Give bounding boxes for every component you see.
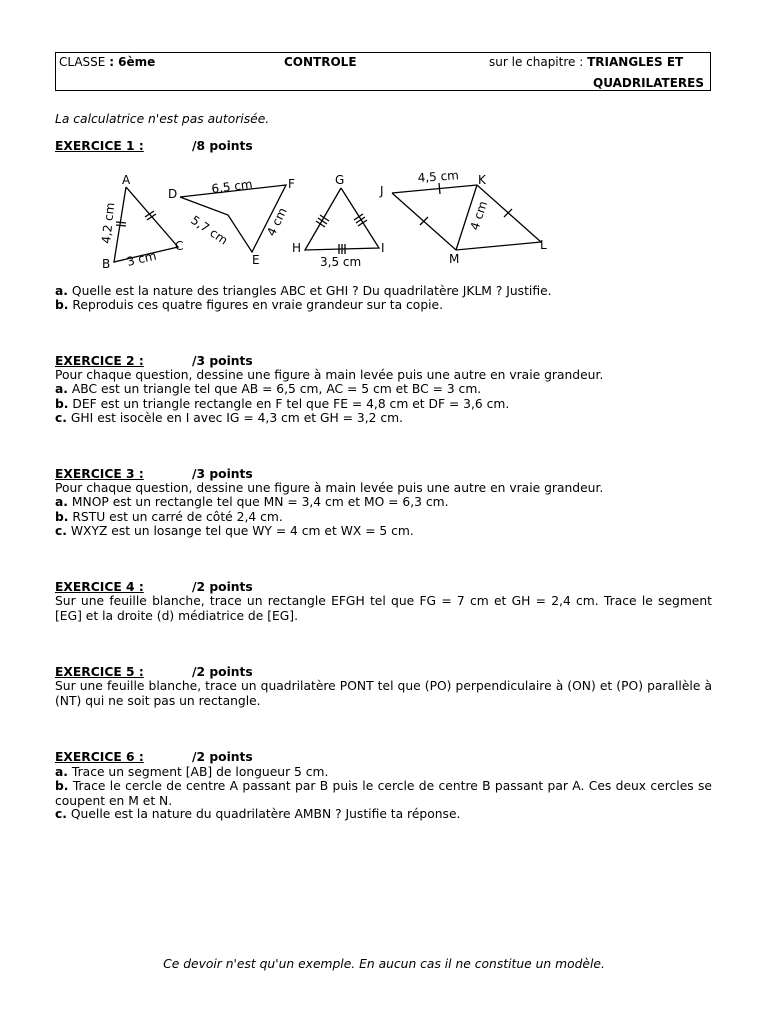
exercise-1-heading	[55, 139, 253, 154]
measure-ab: 4,2 cm	[99, 201, 118, 245]
exercise-points: /3 points	[192, 467, 253, 481]
exercise-points: /2 points	[192, 665, 253, 679]
exercise-title: EXERCICE 2 :	[55, 354, 144, 368]
exercise-1-question-a: a. Quelle est la nature des triangles ABC et GHI ? Du quadrilatère JKLM ? Justifie.	[55, 284, 552, 298]
exercise-2-instruction: Pour chaque question, dessine une figure à main levée puis une autre en vraie grandeur.	[55, 368, 604, 382]
header-box	[55, 52, 711, 91]
label-d: D	[168, 187, 178, 201]
exercise-title: EXERCICE 3 :	[55, 467, 144, 481]
label-h: H	[292, 241, 302, 255]
measure-hi: 3,5 cm	[320, 255, 362, 269]
exercise-2-heading	[55, 354, 253, 369]
exercise-2-question-b: b. DEF est un triangle rectangle en F tel que FE = 4,8 cm et DF = 3,6 cm.	[55, 397, 510, 411]
exercise-3-question-c: c. WXYZ est un losange tel que WY = 4 cm et WX = 5 cm.	[55, 524, 414, 538]
label-g: G	[335, 173, 345, 187]
exercise-4-heading	[55, 580, 253, 595]
tick-mark	[116, 225, 126, 226]
page-title: CONTROLE	[284, 55, 357, 69]
exercise-3-heading	[55, 467, 253, 482]
exercise-title: EXERCICE 1 :	[55, 139, 144, 153]
exercise-6-question-b: b. Trace le cercle de centre A passant par B puis le cercle de centre B passant par A. Ces deux cercles se coupent en M et N.	[55, 779, 712, 808]
label-m: M	[449, 252, 460, 266]
exercise-title: EXERCICE 5 :	[55, 665, 144, 679]
measure-bc: 3 cm	[125, 248, 158, 269]
measure-de: 5,7 cm	[188, 212, 231, 248]
label-e: E	[252, 253, 260, 267]
label-i: I	[381, 241, 385, 255]
exercise-title: EXERCICE 4 :	[55, 580, 144, 594]
exercise-5-heading	[55, 665, 253, 680]
exercise-2-question-c: c. GHI est isocèle en I avec IG = 4,3 cm et GH = 3,2 cm.	[55, 411, 404, 425]
exercise-points: /3 points	[192, 354, 253, 368]
exercise-3-question-a: a. MNOP est un rectangle tel que MN = 3,4 cm et MO = 6,3 cm.	[55, 495, 449, 509]
classe-label: CLASSE : 6ème	[59, 55, 156, 69]
label-l: L	[540, 238, 547, 252]
exercise-3-question-b: b. RSTU est un carré de côté 2,4 cm.	[55, 510, 283, 524]
exercise-points: /2 points	[192, 750, 253, 764]
measure-jk: 4,5 cm	[417, 168, 460, 185]
chapter-line-2: QUADRILATERES	[593, 76, 704, 90]
label-b: B	[102, 257, 111, 271]
exercise-6-heading	[55, 750, 253, 765]
exercise-1-question-b: b. Reproduis ces quatre figures en vraie grandeur sur ta copie.	[55, 298, 444, 312]
exercise-3-instruction: Pour chaque question, dessine une figure à main levée puis une autre en vraie grandeur.	[55, 481, 604, 495]
tick-mark	[116, 222, 126, 223]
exercise-1-figure	[0, 165, 768, 275]
footer-note: Ce devoir n'est qu'un exemple. En aucun cas il ne constitue un modèle.	[163, 957, 605, 971]
label-j: J	[380, 184, 384, 198]
tick-mark	[439, 183, 440, 194]
exercise-4-paragraph: Sur une feuille blanche, trace un rectangle EFGH tel que FG = 7 cm et GH = 2,4 cm. Trace le segment [EG] et la droite (d) médiatrice de [EG].	[55, 594, 712, 623]
label-f: F	[288, 177, 295, 191]
exercise-5-paragraph: Sur une feuille blanche, trace un quadrilatère PONT tel que (PO) perpendiculaire à (ON) et (PO) parallèle à (NT) qui ne soit pas un rectangle.	[55, 679, 712, 708]
label-a: A	[122, 173, 131, 187]
exercise-points: /8 points	[192, 139, 253, 153]
exercise-title: EXERCICE 6 :	[55, 750, 144, 764]
exercise-points: /2 points	[192, 580, 253, 594]
triangle-ghi	[305, 188, 379, 250]
measure-fe: 4 cm	[264, 205, 290, 239]
exercise-6-question-a: a. Trace un segment [AB] de longueur 5 cm.	[55, 765, 329, 779]
measure-df: 6,5 cm	[210, 177, 254, 196]
label-k: K	[478, 173, 486, 187]
chapter-line-1: sur le chapitre : TRIANGLES ET	[489, 55, 684, 69]
exercise-2-question-a: a. ABC est un triangle tel que AB = 6,5 cm, AC = 5 cm et BC = 3 cm.	[55, 382, 482, 396]
label-c: C	[175, 239, 184, 253]
measure-km: 4 cm	[467, 199, 491, 232]
exercise-6-question-c: c. Quelle est la nature du quadrilatère AMBN ? Justifie ta réponse.	[55, 807, 461, 821]
intro-note: La calculatrice n'est pas autorisée.	[55, 112, 270, 126]
